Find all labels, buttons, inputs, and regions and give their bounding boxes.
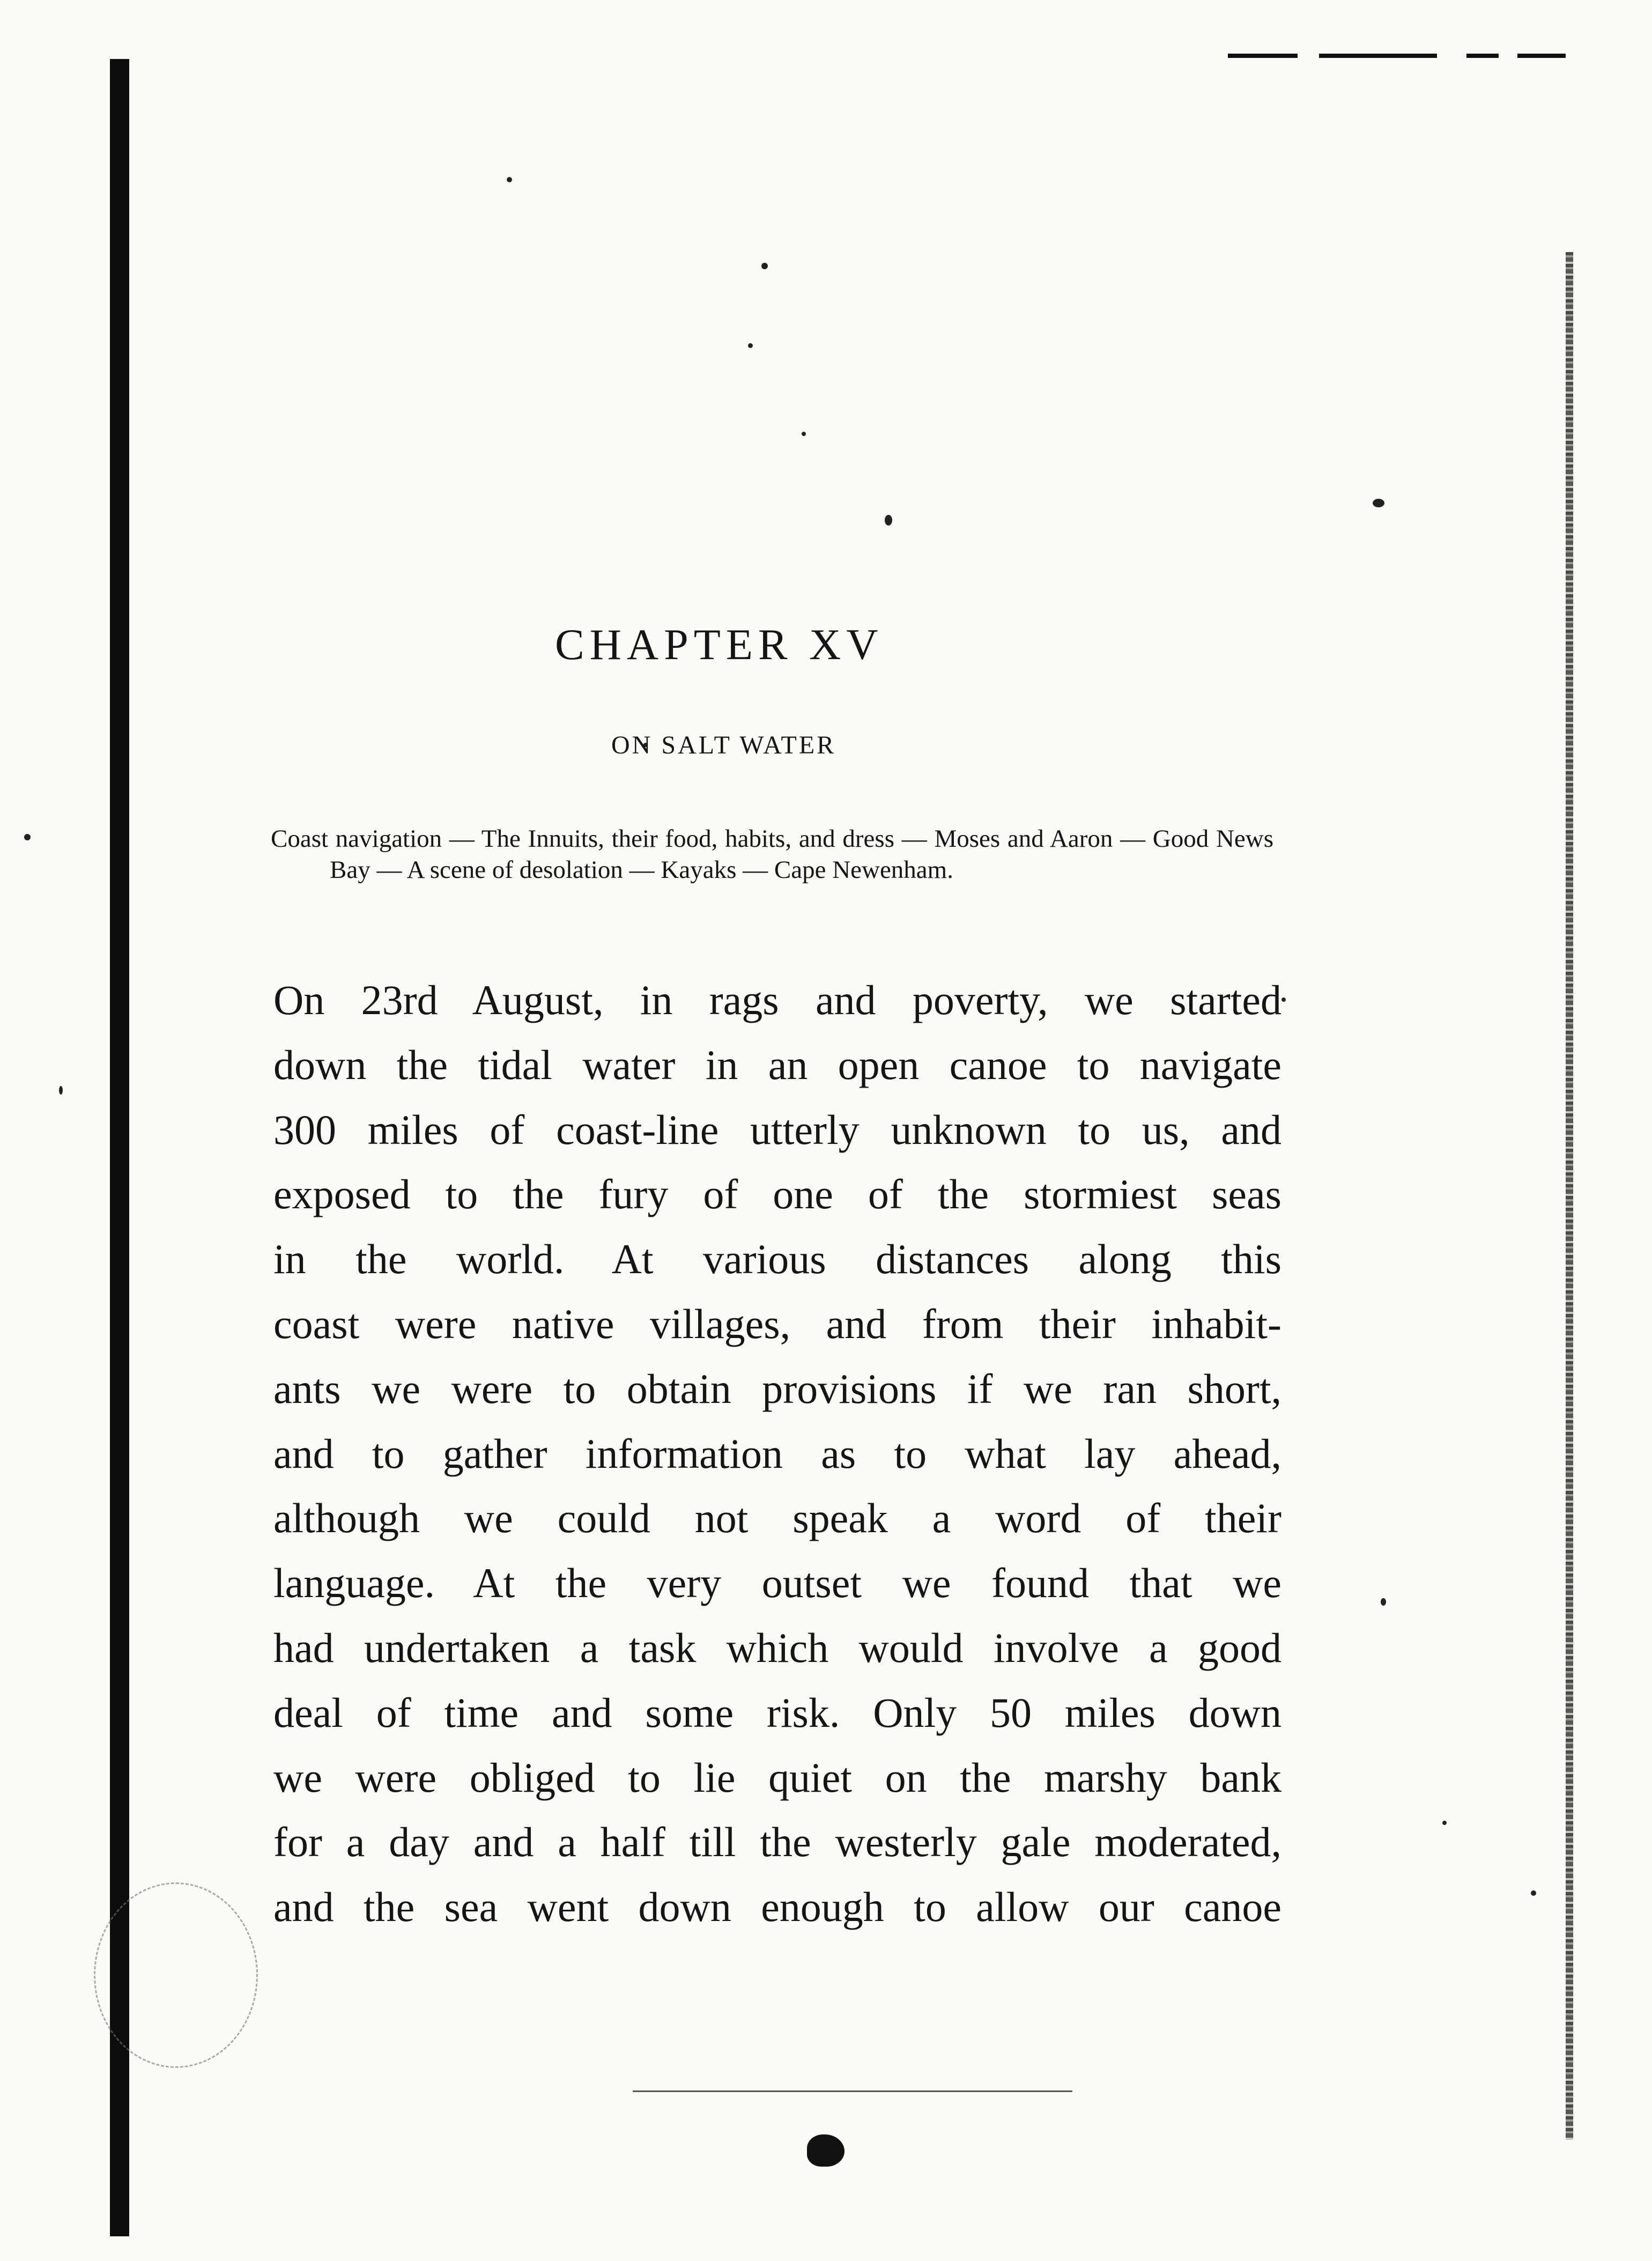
body-line: On 23rd August, in rags and poverty, we started — [273, 977, 1281, 1023]
scan-speck — [1381, 1598, 1386, 1606]
chapter-title: CHAPTER XV — [555, 620, 884, 669]
body-line: for a day and a half till the westerly gale moderated, — [273, 1819, 1281, 1866]
scan-speck — [1442, 1821, 1447, 1825]
scan-artifact-dash — [1319, 54, 1437, 58]
scan-speck — [507, 177, 512, 182]
scan-artifact-dash — [1228, 54, 1298, 58]
scan-speck — [24, 834, 31, 840]
scan-speck — [1281, 997, 1286, 1002]
body-line: had undertaken a task which would involve a good — [273, 1624, 1281, 1671]
body-line: exposed to the fury of one of the stormiest seas — [273, 1171, 1281, 1218]
page-edge-right — [1566, 252, 1573, 2140]
body-line: and to gather information as to what lay ahead, — [273, 1430, 1281, 1477]
body-line: language. At the very outset we found that we — [273, 1560, 1281, 1607]
body-line: deal of time and some risk. Only 50 miles down — [273, 1689, 1281, 1736]
scan-stain — [94, 1882, 258, 2068]
body-line: ants we were to obtain provisions if we ran short, — [273, 1365, 1281, 1412]
body-line: 300 miles of coast-line utterly unknown to us, and — [273, 1106, 1281, 1153]
ink-blot — [807, 2134, 844, 2167]
body-line: in the world. At various distances along this — [273, 1236, 1281, 1283]
scan-speck — [1531, 1890, 1536, 1896]
footer-rule — [633, 2090, 1072, 2092]
scan-speck — [885, 515, 892, 526]
chapter-synopsis: Coast navigation — The Innuits, their food, habits, and dress — Moses and Aaron — Good News Bay — A scene of desolation — Kayaks — Cape Newenham. — [271, 825, 1273, 884]
chapter-subtitle: ON SALT WATER — [611, 731, 836, 759]
scan-speck — [748, 343, 753, 348]
body-line: and the sea went down enough to allow our canoe — [273, 1883, 1281, 1931]
scan-speck — [802, 432, 806, 436]
scan-speck — [761, 263, 768, 269]
body-line: down the tidal water in an open canoe to navigate — [273, 1041, 1281, 1088]
body-line: coast were native villages, and from their inhabit- — [273, 1300, 1281, 1347]
scan-artifact-dash — [1466, 54, 1499, 58]
scan-speck — [1373, 499, 1384, 507]
body-line: we were obliged to lie quiet on the marshy bank — [273, 1754, 1281, 1801]
chapter-body-text — [273, 968, 1281, 1940]
scan-artifact-dash — [1517, 54, 1566, 58]
body-line: although we could not speak a word of their — [273, 1495, 1281, 1542]
scan-speck — [59, 1086, 63, 1095]
